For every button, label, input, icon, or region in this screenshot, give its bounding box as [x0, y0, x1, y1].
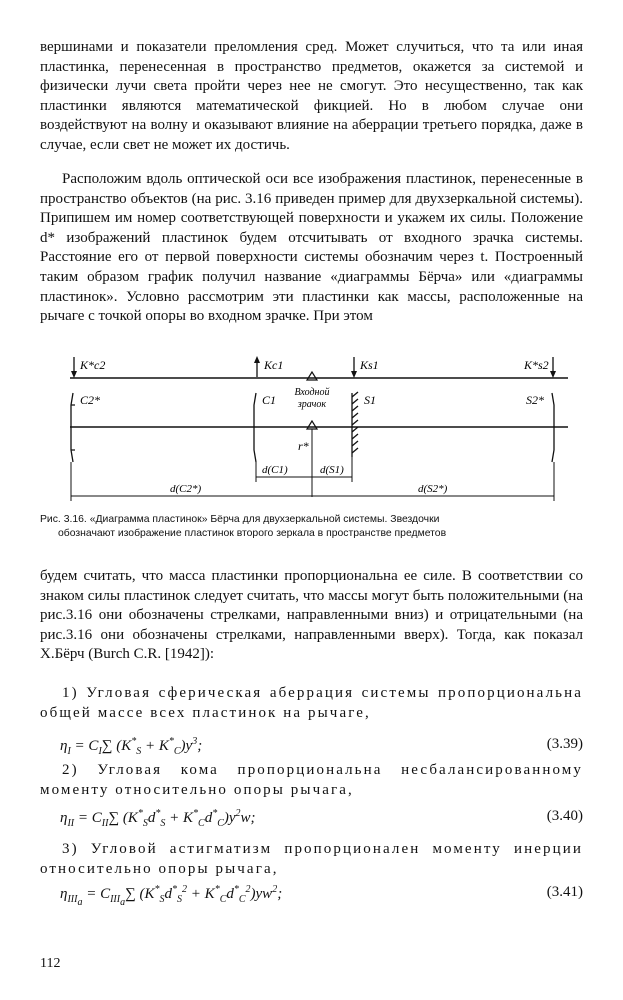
paragraph-burch-rules: будем считать, что масса пластинки пропорциональна ее силе. В соответствии со знаком силы пластинок следует считать, что массы могут быть положительными (на рис.3.16 они обозначены стрелками, направленными вниз) и отрицательными (на рис.3.16 они обозначены стрелками, направленными вверх). Тогда, как показал Х.Бёрч (Burch C.R. [1942]):: [40, 568, 583, 663]
label-ds1: d(S1): [320, 464, 344, 476]
arrow-ks1-down: [351, 357, 357, 378]
arrow-kc1-up: [254, 356, 260, 377]
label-c2: C2*: [80, 393, 101, 407]
equation-number: (3.41): [546, 884, 583, 900]
equation-3-40: $\eta_{II} = C_{II}\sum$ $(K^*_Sd^*_S + K^*_Cd^*_C)y^2w$; (3.40): [60, 808, 583, 829]
label-ks1: Ks1: [360, 358, 379, 372]
item-spherical-aberration: 1) Угловая сферическая аберрация системы пропорциональна общей массе всех пластинок на рычаге,: [40, 685, 583, 721]
label-s2: S2*: [526, 393, 544, 407]
item-astigmatism: 3) Угловой астигматизм пропорционален моменту инерции относительно опоры рычага,: [40, 841, 583, 877]
equation-3-39: $\eta_I = C_I\sum$ $(K^*_S + K^*_C)y^3$; (3.39): [60, 736, 583, 757]
figure-birch-diagram: [40, 347, 590, 507]
label-r: r*: [298, 439, 309, 453]
label-ds2: d(S2*): [418, 483, 448, 495]
equation-number: (3.40): [546, 808, 583, 824]
paragraph-birch-diagram-intro: Расположим вдоль оптической оси все изображения пластинок, перенесенные в пространство объектов (на рис. 3.16 приведен пример для двухзеркальной системы). Припишем им номер соответствующей поверхности и укажем их силы. Положение d* изображений пластинок будем отсчитывать от входного зрачка системы. Расстояние его от первой поверхности системы обозначим через t. Построенный таким образом график получил название «диаграммы Бёрча» или «диаграммы пластинок». Условно рассмотрим эти пластинки как массы, расположенные на рычаге с точкой опоры во входном зрачке. При этом: [40, 171, 583, 325]
caption-line-2: обозначают изображение пластинок второго зеркала в пространстве предметов: [58, 528, 447, 539]
equation-3-41: $\eta_{III_a} = C_{III_a}\sum$ $(K^*_Sd^*_S^2 + K^*_Cd^*_C^2)yw^2$; (3.41): [60, 884, 583, 908]
item-coma: 2) Угловая кома пропорциональна несбалансированному моменту относительно опоры рычага,: [40, 762, 583, 798]
label-ks2: K*s2: [524, 358, 549, 372]
arrow-ks2-down: [550, 357, 556, 378]
caption-line-1: Рис. 3.16. «Диаграмма пластинок» Бёрча для двухзеркальной системы. Звездочки: [40, 514, 440, 525]
page-number: 112: [40, 956, 61, 971]
equation-number: (3.39): [546, 736, 583, 752]
label-kc1: Kc1: [264, 358, 284, 372]
paragraph-top: вершинами и показатели преломления сред. Может случиться, что та или иная пластинка, перенесенная в пространство предметов, окажется за системой и физически лучи света пройти через нее не смогут. Это несущественно, так как пластинки являются математической фикцией. Но в любом случае они воздействуют на волну и оказывают влияние на аберрации третьего порядка, даже в случае, если свет не может их достичь.: [40, 39, 583, 153]
label-pupil-line1: Входной: [294, 387, 330, 398]
label-pupil-line2: зрачок: [297, 399, 327, 410]
label-kc2: K*c2: [80, 358, 106, 372]
label-dc1: d(C1): [262, 464, 288, 476]
figure-caption: [40, 513, 588, 541]
mirror-s1: [352, 392, 358, 457]
label-s1: S1: [364, 393, 376, 407]
fulcrum-icon: [307, 372, 317, 380]
pupil-icon: [307, 421, 317, 429]
label-c1: C1: [262, 393, 277, 407]
arrow-kc2-down: [71, 357, 77, 378]
label-dc2: d(C2*): [170, 483, 202, 495]
